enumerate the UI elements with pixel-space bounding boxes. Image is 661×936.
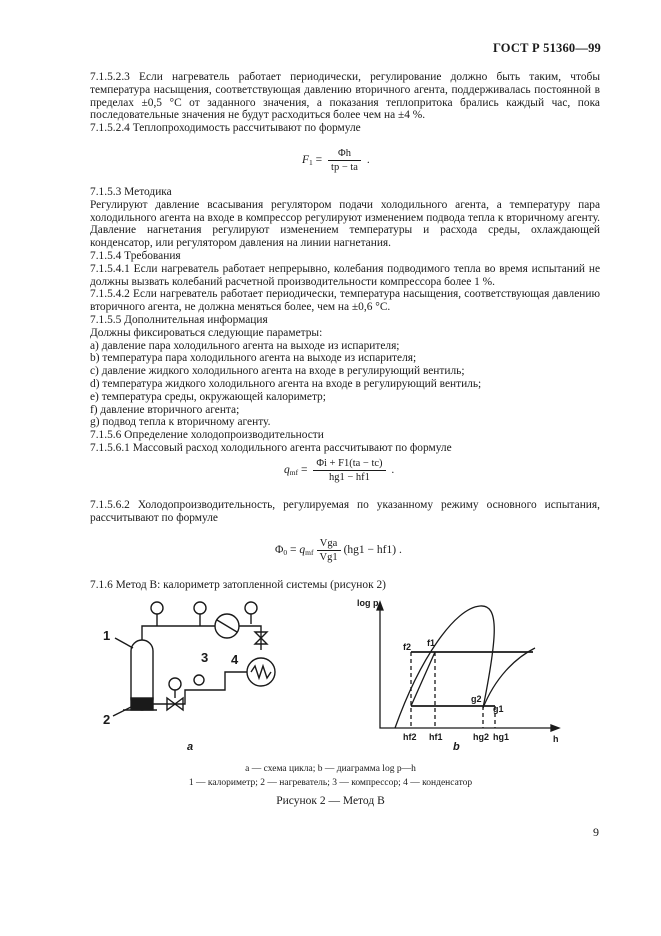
standard-header: ГОСТ Р 51360—99 [492,41,601,55]
tick-hf1: hf1 [429,732,443,742]
discharge-line [239,626,261,650]
list-item: e) температура среды, окружающей калориметр; [90,390,326,403]
formula-lhs-sub: 1 [309,158,313,168]
formula-phi0 [275,538,402,563]
x-arrow-icon [551,725,559,731]
formula-eq: = [312,154,326,167]
cycle-throttle [411,652,435,706]
section-7-1-5-3 [90,186,600,455]
gauge-icon [194,602,206,614]
cycle-scheme [113,602,275,716]
paragraph: Регулируют давление всасывания регулятором подачи холодильного агента, а температуру пара холодильного агента на входе в компрессор регулируют изменением подвода тепла к вторичному агенту. Давление нагнетания регулируют изменением температуры и расхода среды, охлаждающей конденсатор, или регулятором давления на линии нагнетания. [90,198,600,250]
formula-eq: = [287,544,300,557]
figure-caption-1: а — схема цикла; b — диаграмма log p—h [245,764,416,774]
point-f1: f1 [427,638,436,648]
paragraph: 7.1.5.6.1 Массовый расход холодильного агента рассчитывают по формуле [90,441,452,454]
label-b: b [453,741,460,753]
label-heater: 2 [103,712,111,727]
point-g2: g2 [471,694,482,704]
point-g1: g1 [493,704,504,714]
diagram-labels [357,598,559,753]
formula-factor-sub: mf [305,548,314,558]
gauge-icon [245,602,257,614]
fraction-denominator: Vg1 [319,552,338,563]
formula-lhs-sub: 0 [283,548,288,558]
point-f2: f2 [403,642,412,652]
label-calorimeter: 1 [103,628,111,643]
fraction-denominator: tp − ta [331,162,358,173]
heading: 7.1.6 Метод В: калориметр затопленной системы (рисунок 2) [90,579,386,591]
section-7-1-5-2-4 [90,122,600,135]
page-number: 9 [593,825,599,839]
figure-2 [95,598,575,758]
heater-block [131,698,153,710]
list-item: a) давление пара холодильного агента на выходе из испарителя; [90,339,400,352]
gauge-icon [194,675,204,685]
formula-lhs: F [302,154,310,167]
paragraph: 7.1.5.2.4 Теплопроходимость рассчитывают по формуле [90,122,361,134]
fraction-numerator: Vga [317,538,341,551]
tick-hg2: hg2 [473,732,490,742]
tick-hf2: hf2 [403,732,417,742]
label-condenser: 4 [231,652,239,667]
paragraph: 7.1.5.4.2 Если нагреватель работает периодически, температура насыщения, соответствующая давлению вторичного агента, не должна меняться более, чем на ±0,6 °С. [90,288,600,314]
paragraph: 7.1.5.4.1 Если нагреватель работает непрерывно, колебания подводимого тепла во время испытаний не должны вызвать колебаний расчетной производительности компрессора более 1 %. [90,262,600,288]
leader-line [113,706,133,716]
fraction-numerator: Φh [328,148,361,161]
formula-tail: . [363,154,370,167]
heading: 7.1.5.3 Методика [90,186,172,198]
logp-h-diagram [377,602,559,731]
fraction [328,148,361,173]
formula-lhs: Φ [275,544,284,557]
label-a: а [187,741,194,753]
fraction-denominator: hg1 − hf1 [328,472,370,483]
axis-x-label: h [553,734,559,744]
figure-caption-2: 1 — калориметр; 2 — нагреватель; 3 — компрессор; 4 — конденсатор [188,778,473,788]
leader-line [115,638,133,648]
axis-y-label: log p [357,598,379,608]
paragraph: 7.1.5.2.3 Если нагреватель работает периодически, регулирование должно быть таким, чтобы температура насыщения, соответствующая давлению вторичного агента, поддерживалась постоянной в пределах ±0,5 °С от заданного значения, а показания теплопритока брались каждый час, пока последовательные значения не будут расходиться более чем на ±4 %. [90,71,600,122]
isentrope [483,648,535,708]
gauge-icon [151,602,163,614]
saturation-dome [395,606,494,728]
fraction-numerator: Φi + F1(ta − tc) [313,458,385,471]
formula-lhs-sub: mf [289,468,299,478]
fraction [313,458,385,483]
formula-factor: q [299,544,306,557]
gauge-icon [169,678,181,690]
list-item: b) температура пара холодильного агента на выходе из испарителя; [90,352,417,365]
formula-f1 [302,148,370,173]
formula-lhs: q [284,464,290,477]
figure-title: Рисунок 2 — Метод В [276,795,385,807]
list-item: d) температура жидкого холодильного агента на входе в регулирующий вентиль; [90,377,482,390]
section-7-1-6 [90,579,600,592]
formula-eq: = [298,464,311,477]
suction-line [142,626,215,640]
paragraph: Должны фиксироваться следующие параметры: [90,326,323,339]
label-compressor: 3 [201,650,209,665]
paragraph: 7.1.5.6.2 Холодопроизводительность, регулируемая по указанному режиму основного испытания, рассчитывают по формуле [90,499,600,524]
heading: 7.1.5.4 Требования [90,249,181,262]
heading: 7.1.5.5 Дополнительная информация [90,313,268,326]
section-7-1-5-6-2 [90,499,600,525]
tick-hg1: hg1 [493,732,510,742]
formula-qmf [284,458,394,483]
fraction [317,538,341,563]
formula-tail: (hg1 − hf1) . [343,544,402,557]
formula-tail: . [388,464,395,477]
list-item: g) подвод тепла к вторичному агенту. [90,416,271,429]
section-7-1-5-2-3 [90,71,600,122]
axes [380,606,555,728]
list-item: c) давление жидкого холодильного агента на входе в регулирующий вентиль; [90,365,465,378]
compressor-mark [217,620,237,632]
list-item: f) давление вторичного агента; [90,403,240,416]
heading: 7.1.5.6 Определение холодопроизводительности [90,429,324,442]
condenser-coil-icon [251,666,271,678]
